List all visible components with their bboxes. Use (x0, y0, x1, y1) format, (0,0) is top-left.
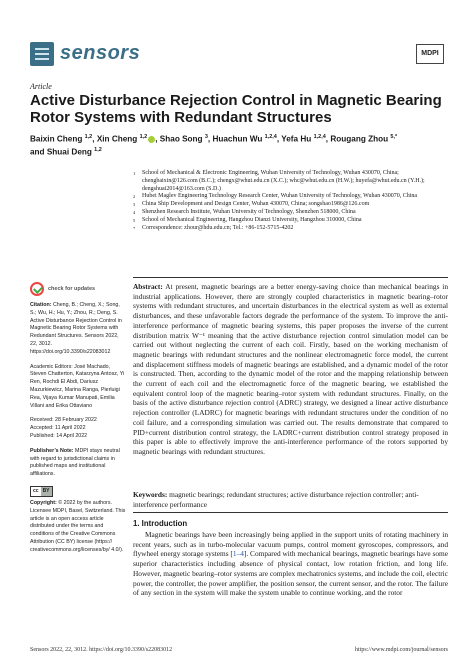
affiliation-item (133, 201, 453, 209)
received-date: Received: 28 February 2022 (30, 417, 97, 424)
author-name[interactable]: Shuai Deng (46, 147, 95, 157)
journal-logo-icon (30, 42, 54, 66)
keywords-text: magnetic bearings; redundant structures; active disturbance rejection controller; anti-interference performance (133, 490, 419, 509)
author-affiliation-marker: 3 (204, 134, 208, 140)
affiliation-text: Shenzhen Research Institute, Wuhan University of Technology, Shenzhen 518000, China (142, 208, 356, 215)
journal-name[interactable]: sensors (60, 42, 141, 64)
author-affiliation-marker: 1,2,4 (313, 134, 326, 140)
intro-paragraph (133, 530, 448, 598)
affiliation-item (133, 225, 453, 233)
check-updates-label: check for updates (48, 286, 96, 292)
intro-text-after: ]. Compared with mechanical bearings, magnetic bearings have some superior characteristics including absence of physical contact, low rotation friction, and long life. However, magnetic bearing–rotor systems are complex mechatronics systems, and include the coil, electric power, the controller, the power amplifier, the position sensor, the current sensor, and the rotor. The failure of any section in the system will make the system unable to continue working, and the rotor (133, 549, 449, 598)
cc-by-license-icon[interactable] (30, 486, 53, 497)
affiliation-item (133, 193, 453, 201)
paper-title: Active Disturbance Rejection Control in Magnetic Bearing Rotor Systems with Redundant Structures (30, 92, 442, 126)
published-date: Published: 14 April 2022 (30, 432, 88, 439)
publisher-note-label: Publisher’s Note: (30, 447, 74, 454)
affiliation-text: Hubei Maglev Engineering Technology Research Center, Wuhan University of Technology, Wuhan 430070, China (142, 193, 418, 200)
editors-block (30, 364, 126, 411)
author-list: Baixin Cheng $^{1,2}$, Xin Cheng $^{1,2}$ , Shao Song $^3$, Huachun Wu $^{1,2,4}$, Yefa Hu $^{1,2,4}$, Rougang Zhou $^{5,*}$ and Shuai Deng $^{1,2}$ (30, 134, 398, 157)
citation-block (30, 302, 126, 357)
by-label: BY (42, 487, 50, 494)
keywords-label: Keywords: (133, 490, 168, 499)
affiliation-number: 4 (133, 209, 136, 215)
publisher-note (30, 448, 126, 479)
author-affiliation-marker: 1,2,4 (264, 134, 277, 140)
abstract-top-rule (133, 277, 448, 278)
author-name[interactable]: Rougang Zhou (330, 134, 391, 144)
affiliation-item (133, 209, 453, 217)
journal-header (30, 40, 444, 70)
affiliation-text: School of Mechanical Engineering, Hangzhou Dianzi University, Hangzhou 310000, China (142, 216, 362, 223)
affiliation-number: 5 (133, 217, 136, 223)
copyright-label: Copyright: (30, 499, 57, 506)
footer-citation[interactable]: Sensors 2022, 22, 3012. https://doi.org/10.3390/s22083012 (30, 647, 173, 653)
cc-label: cc (33, 487, 39, 494)
mdpi-logo[interactable]: MDPI (416, 44, 444, 64)
check-updates-icon (30, 282, 44, 296)
citation-label: Citation: (30, 302, 52, 308)
author-name[interactable]: Yefa Hu (281, 134, 314, 144)
affiliation-item (133, 170, 453, 193)
author-affiliation-marker: 5,* (390, 134, 398, 140)
editors-list: José Machado, Steven Chatterton, Katarzyna Antosz, Yi Ren, Rochdi El Abdi, Dariusz Mazurkiewicz, Marina Ranga, Pierluigi Rea, Vijaya Kumar Manupati, Emilia Villani and Erika Ottaviano (30, 363, 125, 409)
affiliation-item (133, 217, 453, 225)
affiliations (133, 170, 453, 232)
author-name[interactable]: Baixin Cheng (30, 134, 85, 144)
orcid-icon[interactable] (148, 136, 155, 143)
affiliation-text: School of Mechanical & Electronic Engineering, Wuhan University of Technology, Wuhan 430070, China; chengbaixin@126.com (B.C.); chengx@whut.edu.cn (X.C.); whc@whut.edu.cn (H.W.); huyefa@whut.edu.cn (Y.H.); dengshuai2014@163.com (S.D.) (142, 170, 425, 192)
citation-text[interactable]: Cheng, B.; Cheng, X.; Song, S.; Wu, H.; Hu, Y.; Zhou, R.; Deng, S. Active Disturbance Rejection Control in Magnetic Bearing Rotor Systems with Redundant Structures. Sensors 2022, 22, 3012. https://doi.org/10.3390/s22083012 (30, 302, 122, 355)
affiliation-text: Correspondence: zhour@hdu.edu.cn; Tel.: +86-152-5715-4202 (142, 224, 294, 231)
author-name[interactable]: Huachun Wu (212, 134, 265, 144)
accepted-date: Accepted: 11 April 2022 (30, 425, 86, 432)
author-name[interactable]: Shao Song (159, 134, 205, 144)
publisher-note-text: MDPI stays neutral with regard to jurisdictional claims in published maps and institutional affiliations. (30, 447, 120, 478)
abstract (133, 282, 448, 457)
affiliation-number: * (133, 225, 136, 231)
citation-link[interactable]: 1–4 (232, 549, 244, 559)
section-heading: 1. Introduction (133, 519, 188, 528)
author-affiliation-marker: 1,2 (94, 147, 102, 154)
affiliation-number: 3 (133, 202, 136, 208)
check-updates-button[interactable] (30, 282, 126, 296)
affiliation-number: 2 (133, 194, 136, 200)
abstract-label: Abstract: (133, 282, 163, 291)
author-affiliation-marker: 1,2 (84, 134, 93, 140)
article-type: Article (30, 82, 52, 91)
affiliation-number: 1 (133, 171, 136, 176)
keywords-bottom-rule (133, 512, 448, 513)
article-sidebar (30, 282, 126, 562)
dates-block (30, 417, 126, 440)
intro-text-before: Magnetic bearings have been increasingly being applied in the support units of rotating machinery in recent years, such as in turbo-molecular vacuum pumps, control moment gyroscopes, compressors, and flywheel energy storage systems [ (133, 530, 448, 559)
author-name[interactable]: Xin Cheng (96, 134, 140, 144)
copyright-block (30, 500, 126, 555)
editors-label: Academic Editors: (30, 363, 73, 370)
abstract-text: At present, magnetic bearings are a better energy-saving choice than mechanical bearings in industrial applications. However, there are strongly coupled characteristics in magnetic bearing–rotor systems with redundant structures, and uncertain disturbances in the electrical system as well as external disturbances, and these unfavorable factors degrade the performance of the system. To improve the anti-interference performance of magnetic bearing systems, this paper proposes the inverse of the current distribution matrix W⁻¹ meaning that the active disturbance rejection control simulation model can be carried out without neglecting the current of each coil. Firstly, based on the working mechanism of magnetic bearings with redundant structures and the nonlinear electromagnetic force model, the current and displacement stiffness models of magnetic bearings are established, and a dynamic model of the rotor is constructed. Then, according to the dynamic model of the rotor and the mapping relationship between the current of each coil and the electromagnetic force of the magnetic bearing, we established the equivalent control loop of the magnetic bearing–rotor system with redundant structures. Finally, on the basis of the active disturbance rejection control (ADRC) strategy, we designed a linear active disturbance rejection controller (LADRC) for magnetic bearings with redundant structures under the condition of no coil failure, and a corresponding simulation was carried out. The results demonstrate that compared to PID+current distribution control strategy, the LADRC+current distribution control strategy proposed in this paper is able to effectively improve the anti-interference performance of the rotors supported by magnetic bearings with redundant structures. (133, 282, 449, 456)
author-affiliation-marker: 1,2 (139, 134, 148, 140)
copyright-text: © 2022 by the authors. Licensee MDPI, Basel, Switzerland. This article is an open access article distributed under the terms and conditions of the Creative Commons Attribution (CC BY) license (https:// creativecommons.org/licenses/by/ 4.0/). (30, 499, 126, 553)
footer-journal-url[interactable]: https://www.mdpi.com/journal/sensors (355, 647, 448, 653)
affiliation-text: China Ship Development and Design Center, Wuhan 430070, China; songshao1986@126.com (142, 201, 370, 208)
page-footer (30, 647, 448, 653)
keywords (133, 490, 448, 509)
